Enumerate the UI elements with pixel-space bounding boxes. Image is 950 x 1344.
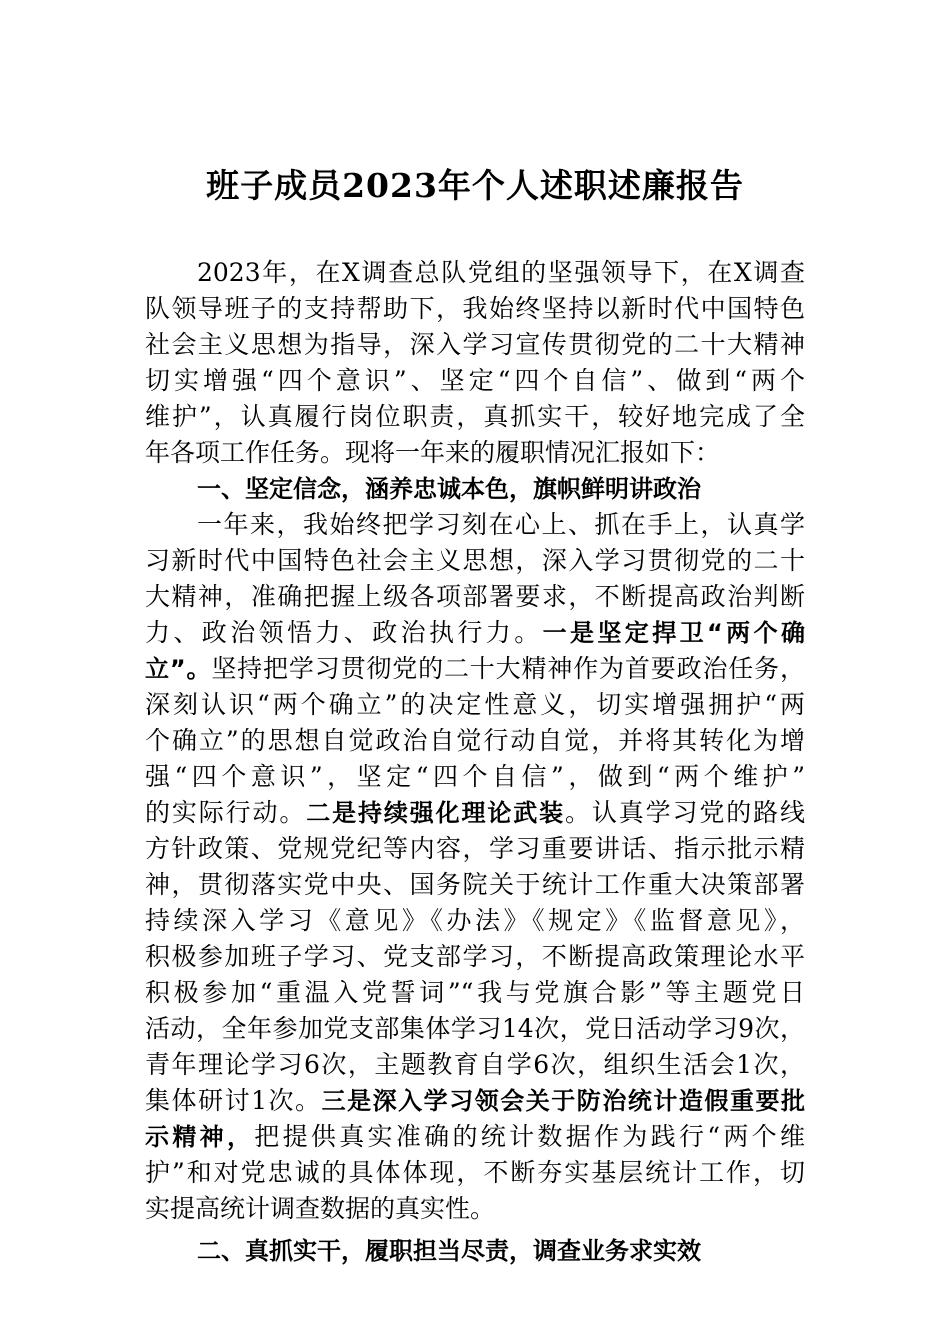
paragraph-line: 持续深入学习《意见》《办法》《规定》《监督意见》， [145, 906, 805, 935]
paragraph-line: 队领导班子的支持帮助下，我始终坚持以新时代中国特色 [145, 294, 805, 323]
paragraph-line [145, 795, 805, 831]
paragraph-line: 大精神，准确把握上级各项部署要求，不断提高政治判断 [145, 582, 805, 611]
paragraph-line: 实提高统计调查数据的真实性。 [145, 1194, 496, 1223]
paragraph-line: 2023年，在X调查总队党组的坚强领导下，在X调查 [197, 258, 805, 287]
paragraph-line: 一年来，我始终把学习刻在心上、抓在手上，认真学 [197, 510, 805, 539]
paragraph-line: 个确立”的思想自觉政治自觉行动自觉，并将其转化为增 [145, 726, 805, 755]
intro-paragraph [145, 255, 805, 471]
section-heading-1: 一、坚定信念，涵养忠诚本色，旗帜鲜明讲政治 [197, 475, 701, 503]
paragraph-line: 护”和对党忠诚的具体体现，不断夯实基层统计工作，切 [145, 1158, 805, 1187]
bold-point: 一是坚定捍卫“两个确 [542, 619, 805, 647]
line-text: 的实际行动。 [145, 798, 307, 827]
paragraph-line: 方针政策、党规党纪等内容，学习重要讲话、指示批示精 [145, 834, 805, 863]
line-text: 把提供真实准确的统计数据作为践行“两个维 [254, 1122, 805, 1151]
paragraph-line: 社会主义思想为指导，深入学习宣传贯彻党的二十大精神 [145, 330, 805, 359]
bold-point: 三是深入学习领会关于防治统计造假重要批 [321, 1087, 805, 1115]
section-1-paragraph [145, 507, 805, 1227]
paragraph-line: 年各项工作任务。现将一年来的履职情况汇报如下： [145, 438, 721, 467]
line-text: 力、政治领悟力、政治执行力。 [145, 618, 543, 647]
line-text: 。认真学习党的路线 [565, 798, 805, 827]
document-body [145, 255, 805, 1269]
document-title: 班子成员2023年个人述职述廉报告 [206, 166, 744, 205]
paragraph-line: 深刻认识“两个确立”的决定性意义，切实增强拥护“两 [145, 690, 805, 719]
paragraph-line: 积极参加“重温入党誓词”“我与党旗合影”等主题党日 [145, 978, 805, 1007]
bold-point: 立”。 [145, 655, 212, 683]
paragraph-line: 青年理论学习6次，主题教育自学6次，组织生活会1次， [145, 1050, 805, 1079]
paragraph-line: 维护”，认真履行岗位职责，真抓实干，较好地完成了全 [145, 402, 805, 431]
paragraph-line [145, 615, 805, 651]
paragraph-line [145, 651, 805, 687]
line-text: 集体研讨1次。 [145, 1086, 322, 1115]
line-text: 坚持把学习贯彻党的二十大精神作为首要政治任务， [211, 654, 805, 683]
paragraph-line: 积极参加班子学习、党支部学习，不断提高政策理论水平 [145, 942, 805, 971]
paragraph-line: 神，贯彻落实党中央、国务院关于统计工作重大决策部署 [145, 870, 805, 899]
paragraph-line: 习新时代中国特色社会主义思想，深入学习贯彻党的二十 [145, 546, 805, 575]
paragraph-line [145, 1119, 805, 1155]
bold-point: 示精神， [145, 1123, 255, 1151]
bold-point: 二是持续强化理论武装 [306, 799, 565, 827]
paragraph-line: 活动，全年参加党支部集体学习14次，党日活动学习9次， [145, 1014, 805, 1043]
paragraph-line: 强“四个意识”，坚定“四个自信”，做到“两个维护” [145, 762, 805, 791]
section-heading-2: 二、真抓实干，履职担当尽责，调查业务求实效 [197, 1237, 701, 1265]
paragraph-line [145, 1083, 805, 1119]
paragraph-line: 切实增强“四个意识”、坚定“四个自信”、做到“两个 [145, 366, 805, 395]
